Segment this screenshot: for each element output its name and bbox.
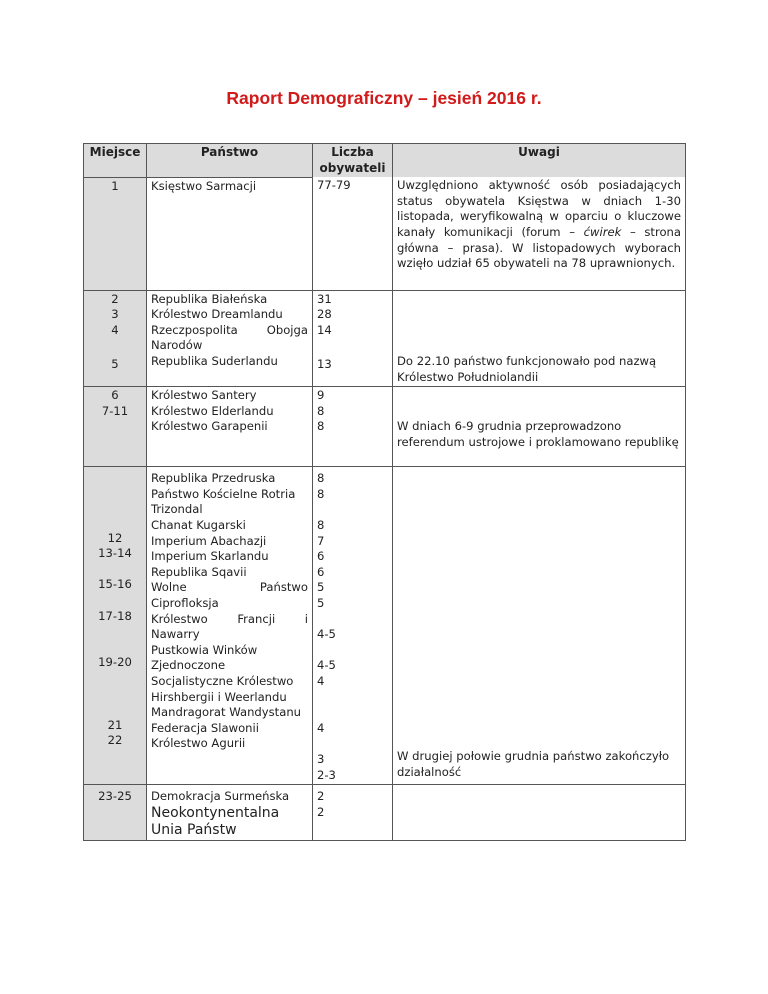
citizens-value: 8 — [317, 419, 325, 434]
rank-value: 15-16 — [98, 577, 132, 592]
header-row — [84, 144, 686, 178]
rank-value: 21 — [107, 717, 123, 732]
state-name: Federacja Slawonii — [151, 720, 259, 735]
rank-value: 23-25 — [98, 789, 132, 804]
state-name: Królestwo Dreamlandu — [151, 307, 283, 322]
citizens-cell — [313, 290, 393, 387]
state-name: Republika Sqavii — [151, 564, 247, 579]
state-name: Księstwo Sarmacji — [151, 178, 257, 193]
citizens-value: 13 — [317, 357, 332, 372]
header-notes: Uwagi — [393, 144, 686, 178]
citizens-value: 8 — [317, 403, 325, 418]
citizens-value: 9 — [317, 388, 325, 403]
state-name: Neokontynentalna Unia Państw — [151, 804, 280, 838]
state-name: Państwo Kościelne Rotria — [151, 486, 296, 501]
rank-value: 5 — [111, 357, 119, 372]
rank-cell — [84, 290, 147, 387]
rank-cell — [84, 785, 147, 841]
notes-cell — [393, 177, 686, 290]
header-rank: Miejsce — [84, 144, 147, 178]
citizens-value: 31 — [317, 291, 332, 306]
rank-value: 12 — [107, 530, 123, 545]
notes-cell — [393, 785, 686, 841]
state-name: Królestwo Garapenii — [151, 419, 268, 434]
citizens-value: 8 — [317, 518, 325, 533]
state-name: Imperium Skarlandu — [151, 549, 269, 564]
state-name: Imperium Abachazji — [151, 533, 267, 548]
header-citizens-line2: obywateli — [319, 160, 386, 175]
citizens-value: 5 — [317, 596, 325, 610]
citizens-value: 2 — [317, 804, 325, 819]
citizens-value: 7 — [317, 533, 325, 548]
state-name: Królestwo Francji i Nawarry — [151, 611, 308, 642]
citizens-value: 6 — [317, 564, 325, 579]
rank-cell — [84, 467, 147, 785]
table-row — [84, 177, 686, 290]
rank-value — [88, 338, 142, 354]
demographic-table — [83, 143, 686, 841]
citizens-cell — [313, 387, 393, 467]
rank-value: 2 — [111, 291, 119, 306]
state-name: Rzeczpospolita Obojga Narodów — [151, 322, 308, 353]
citizens-value: 2 — [317, 789, 325, 804]
note-text: – strona główna – prasa). W listopadowych wyborach wzięło udział 65 obywateli na 78 uprawnionych. — [397, 224, 681, 271]
table-row — [84, 290, 686, 387]
citizens-value: 4-5 — [317, 658, 336, 673]
note-text: W drugiej połowie grudnia państwo zakończyło działalność — [397, 748, 670, 779]
note-text: W dniach 6-9 grudnia przeprowadzono referendum ustrojowe i proklamowano republikę — [397, 419, 679, 450]
state-name: Republika Przedruska — [151, 471, 276, 486]
table-row — [84, 387, 686, 467]
citizens-cell — [313, 177, 393, 290]
rank-value: 17-18 — [98, 608, 132, 623]
state-name: Królestwo Agurii — [151, 736, 246, 751]
note-italic-text: ćwirek — [583, 224, 622, 239]
header-citizens — [313, 144, 393, 178]
rank-value: 13-14 — [98, 546, 132, 561]
citizens-value — [317, 338, 388, 354]
notes-cell — [393, 290, 686, 387]
state-cell — [147, 290, 313, 387]
page-title: Raport Demograficzny – jesień 2016 r. — [226, 88, 542, 108]
notes-cell — [393, 467, 686, 785]
note-text: Uwzględniono aktywność osób posiadających status obywatela Księstwa w dniach 1-30 listopada, weryfikowalną w oparciu o kluczowe kanały komunikacji (forum – — [397, 178, 681, 239]
state-cell — [147, 467, 313, 785]
state-cell — [147, 387, 313, 467]
state-cell — [147, 785, 313, 841]
state-name: Trizondal — [151, 502, 203, 517]
rank-value: 7-11 — [101, 403, 129, 418]
state-name: Republika Białeńska — [151, 291, 268, 306]
citizens-value: 4-5 — [317, 627, 336, 642]
header-citizens-line1: Liczba — [331, 145, 374, 159]
rank-value: 19-20 — [98, 655, 132, 670]
state-name: Pustkowia Winków — [151, 642, 258, 657]
state-cell — [147, 177, 313, 290]
citizens-value: 8 — [317, 471, 325, 486]
citizens-value: 6 — [317, 549, 325, 564]
rank-value: 22 — [107, 733, 123, 748]
notes-cell — [393, 387, 686, 467]
citizens-value: 3 — [317, 751, 325, 766]
citizens-value: 14 — [317, 322, 332, 337]
table-row — [84, 785, 686, 841]
rank-cell — [84, 387, 147, 467]
citizens-value: 28 — [317, 307, 332, 322]
header-state: Państwo — [147, 144, 313, 178]
citizens-value: 8 — [317, 486, 325, 501]
state-name: Wolne Państwo Ciprofloksja — [151, 580, 308, 610]
rank-value: 3 — [111, 307, 119, 322]
state-name: Chanat Kugarski — [151, 518, 246, 533]
state-name: Republika Suderlandu — [151, 354, 278, 369]
rank-value: 6 — [111, 388, 119, 403]
rank-value: 1 — [111, 178, 119, 193]
citizens-cell — [313, 467, 393, 785]
state-name: Królestwo Elderlandu — [151, 403, 274, 418]
citizens-value: 5 — [317, 580, 325, 595]
citizens-value: 2-3 — [317, 767, 336, 782]
citizens-value: 4 — [317, 673, 325, 688]
state-name: Zjednoczone Socjalistyczne Królestwo Hirshbergii i Weerlandu — [151, 658, 294, 704]
citizens-value: 4 — [317, 720, 325, 735]
table-row — [84, 467, 686, 785]
state-name: Demokracja Surmeńska — [151, 789, 290, 804]
citizens-value: 77-79 — [317, 178, 351, 193]
state-name: Mandragorat Wandystanu — [151, 705, 302, 720]
citizens-cell — [313, 785, 393, 841]
rank-cell — [84, 177, 147, 290]
state-name: Królestwo Santery — [151, 388, 257, 403]
rank-value: 4 — [111, 322, 119, 337]
note-text: Do 22.10 państwo funkcjonowało pod nazwą Królestwo Południolandii — [397, 354, 657, 384]
